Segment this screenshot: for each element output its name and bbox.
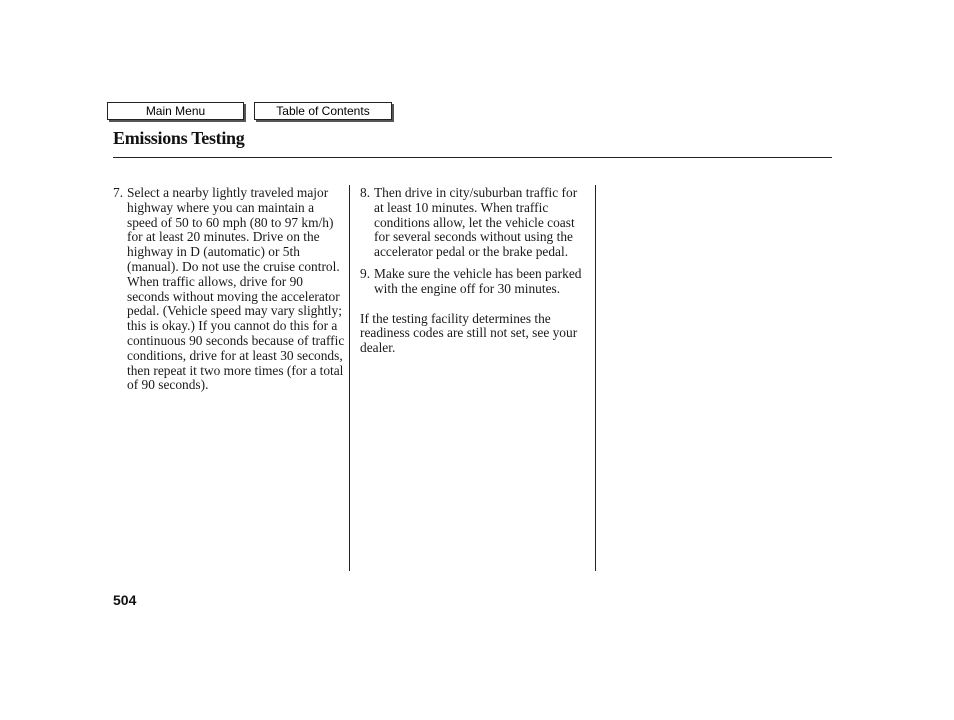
- step-text: Make sure the vehicle has been parked with the engine off for 30 minutes.: [374, 265, 582, 296]
- table-of-contents-button[interactable]: Table of Contents: [254, 102, 392, 120]
- step-number: 9.: [360, 265, 371, 281]
- page-number: 504: [113, 592, 137, 608]
- step-number: 7.: [113, 185, 124, 200]
- text-column-left: [113, 186, 345, 400]
- step-text: Select a nearby lightly traveled major highway where you can maintain a speed of 50 to 60 mph (80 to 97 km/h) for at least 20 minutes. Drive on the highway in D (automatic) or 5th (manual). Do not use the cruise control. When traffic allows, drive for 90 seconds without moving the accelerator pedal. (Vehicle speed may vary slightly; this is okay.) If you cannot do this for a continuous 90 seconds because of traffic conditions, drive for at least 30 seconds, then repeat it two more times (for a total of 90 seconds).: [127, 185, 345, 393]
- closing-paragraph: If the testing facility determines the readiness codes are still not set, see your dealer.: [360, 310, 578, 356]
- column-divider: [595, 185, 596, 571]
- list-item: [113, 186, 345, 393]
- step-text: Then drive in city/suburban traffic for at least 10 minutes. When traffic conditions allow, let the vehicle coast for several seconds without using the accelerator pedal or the brake pedal.: [374, 185, 578, 260]
- main-menu-button[interactable]: Main Menu: [107, 102, 244, 120]
- page-title: Emissions Testing: [113, 128, 245, 148]
- list-item: [360, 186, 590, 260]
- list-item: [360, 267, 590, 297]
- step-number: 8.: [360, 185, 371, 200]
- text-column-middle: [360, 186, 590, 356]
- title-divider: [113, 157, 832, 158]
- column-divider: [349, 185, 350, 571]
